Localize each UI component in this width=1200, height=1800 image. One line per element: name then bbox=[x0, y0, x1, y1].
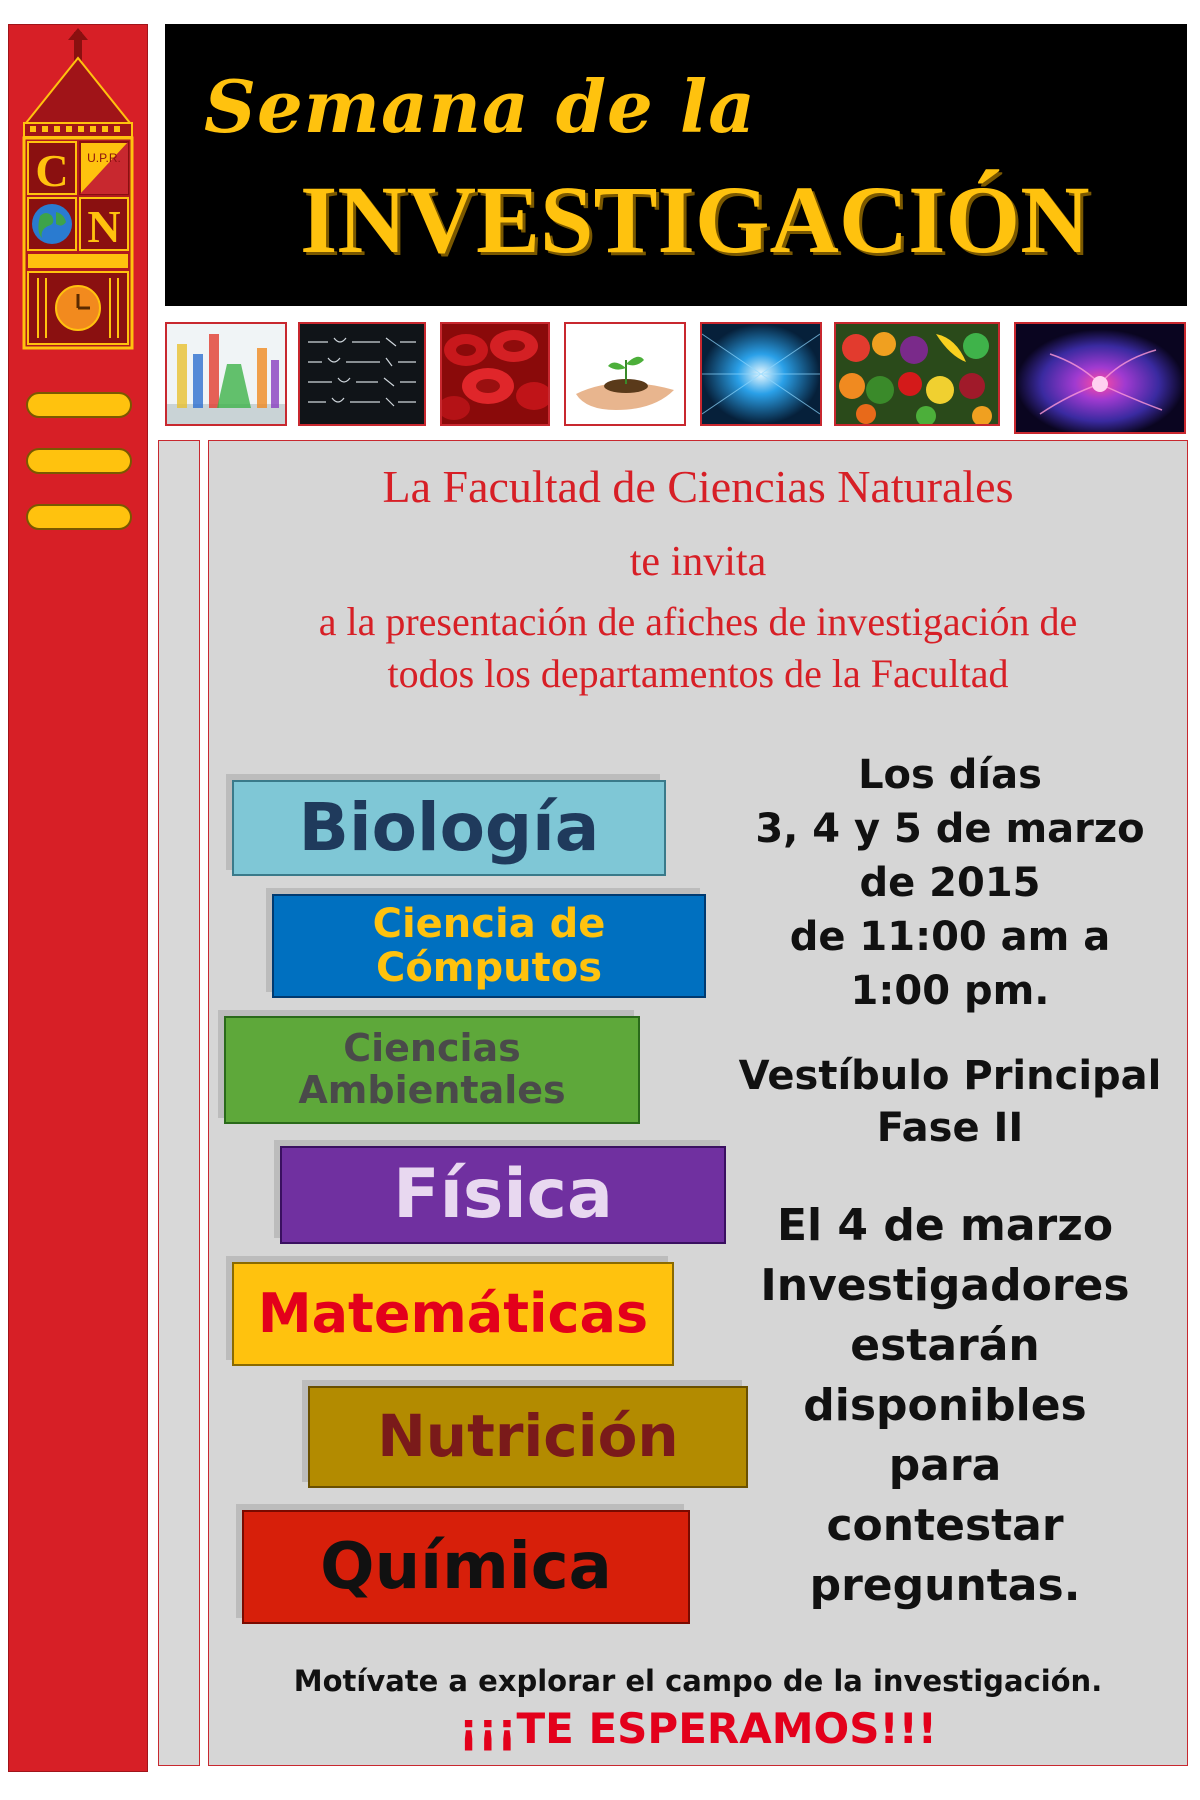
sidebar-bullet-1 bbox=[26, 392, 132, 418]
researchers-line-5: para bbox=[888, 1440, 1002, 1491]
cnn-logo bbox=[16, 28, 140, 352]
researchers-line-3: estarán bbox=[850, 1320, 1040, 1371]
researchers-line-2: Investigadores bbox=[760, 1260, 1130, 1311]
researchers-line-6: contestar bbox=[826, 1500, 1064, 1551]
invite-faculty: La Facultad de Ciencias Naturales bbox=[382, 461, 1014, 512]
footer-closing: ¡¡¡TE ESPERAMOS!!! bbox=[459, 1704, 937, 1753]
logo-letter-n: N bbox=[87, 201, 121, 252]
photo-plasma-globe bbox=[1014, 322, 1186, 434]
sidebar-bullet-2 bbox=[26, 448, 132, 474]
footer-motto: Motívate a explorar el campo de la investigación. bbox=[293, 1664, 1103, 1698]
schedule-line-4: de 11:00 am a bbox=[789, 914, 1111, 960]
sidebar-bullet-3 bbox=[26, 504, 132, 530]
schedule-line-5: 1:00 pm. bbox=[850, 968, 1050, 1014]
department-matematicas: Matemáticas bbox=[232, 1262, 674, 1366]
location-line-1: Vestíbulo Principal bbox=[738, 1053, 1162, 1099]
photo-data-tunnel bbox=[700, 322, 822, 426]
researchers-line-1: El 4 de marzo bbox=[776, 1200, 1114, 1251]
photo-seedling-in-hand bbox=[564, 322, 686, 426]
logo-letter-c: C bbox=[35, 145, 69, 196]
schedule-line-3: de 2015 bbox=[859, 860, 1041, 906]
department-quimica: Química bbox=[242, 1510, 690, 1624]
title-line-1: Semana de la bbox=[204, 64, 756, 149]
invite-description-1: a la presentación de afiches de investigación de bbox=[318, 599, 1078, 644]
researchers-line-7: preguntas. bbox=[809, 1560, 1081, 1611]
content-left-strip bbox=[158, 440, 200, 1766]
photo-lab-glassware bbox=[165, 322, 287, 426]
logo-upr-text: U.P.R. bbox=[87, 151, 121, 165]
invite-te-invita: te invita bbox=[629, 539, 767, 585]
schedule-block bbox=[700, 748, 1200, 1018]
schedule-line-1: Los días bbox=[858, 752, 1042, 798]
researchers-block bbox=[700, 1196, 1190, 1616]
photo-math-blackboard bbox=[298, 322, 426, 426]
researchers-line-4: disponibles bbox=[803, 1380, 1087, 1431]
department-ciencias-ambientales: Ciencias Ambientales bbox=[224, 1016, 640, 1124]
schedule-line-2: 3, 4 y 5 de marzo bbox=[755, 806, 1145, 852]
department-biologia: Biología bbox=[232, 780, 666, 876]
department-ciencia-de-computos: Ciencia de Cómputos bbox=[272, 894, 706, 998]
photo-fruits-vegetables bbox=[834, 322, 1000, 426]
department-fisica: Física bbox=[280, 1146, 726, 1244]
location-line-2: Fase II bbox=[876, 1105, 1024, 1151]
location-block bbox=[706, 1050, 1194, 1154]
invite-description-2: todos los departamentos de la Facultad bbox=[387, 651, 1009, 696]
photo-blood-cells bbox=[440, 322, 550, 426]
title-line-2: INVESTIGACIÓN bbox=[300, 166, 1090, 273]
department-nutricion: Nutrición bbox=[308, 1386, 748, 1488]
